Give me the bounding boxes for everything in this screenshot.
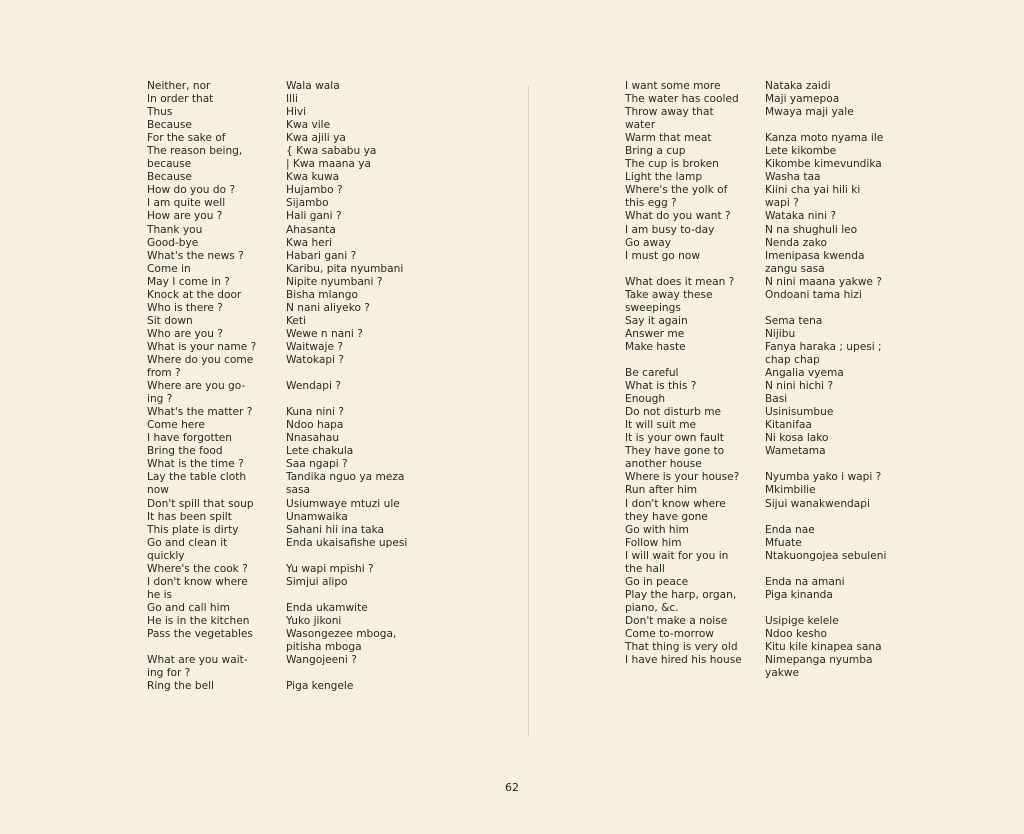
phrase-row xyxy=(625,641,930,654)
swahili-phrase: Nyumba yako i wapi ? xyxy=(765,471,882,484)
swahili-phrase: Unamwaika xyxy=(286,510,348,523)
english-phrase: now xyxy=(147,484,169,497)
swahili-phrase: Enda ukamwite xyxy=(286,601,368,614)
phrase-row xyxy=(625,276,930,289)
swahili-phrase: { Kwa sababu ya xyxy=(286,145,377,158)
english-phrase: This plate is dirty xyxy=(147,523,239,536)
phrase-row xyxy=(625,93,930,106)
swahili-phrase: N nini hichi ? xyxy=(765,380,834,393)
swahili-phrase: Sijui wanakwendapi xyxy=(765,497,870,510)
swahili-phrase: Wasongezee mboga, xyxy=(286,627,397,640)
phrase-row xyxy=(625,445,930,458)
english-phrase: Go in peace xyxy=(625,575,689,588)
swahili-phrase: Hali gani ? xyxy=(286,210,342,223)
phrase-row xyxy=(147,276,447,289)
phrase-row xyxy=(625,419,930,432)
english-phrase: Run after him xyxy=(625,484,698,497)
swahili-phrase: N nani aliyeko ? xyxy=(286,301,370,314)
english-phrase: he is xyxy=(147,588,173,601)
swahili-phrase: Nipite nyumbani ? xyxy=(286,275,383,288)
phrase-row xyxy=(147,524,447,537)
english-phrase: Bring the food xyxy=(147,445,223,458)
phrase-row xyxy=(625,615,930,628)
swahili-phrase: Kwa heri xyxy=(286,236,333,249)
english-phrase: Where is your house? xyxy=(625,471,740,484)
phrase-row xyxy=(625,80,930,93)
phrase-row xyxy=(147,106,447,119)
english-phrase: The reason being, xyxy=(147,145,243,158)
phrase-row xyxy=(625,250,930,263)
phrase-row xyxy=(625,589,930,602)
swahili-phrase: Kitanifaa xyxy=(765,419,812,432)
english-phrase: The cup is broken xyxy=(625,158,719,171)
english-phrase: Where do you come xyxy=(147,353,254,366)
swahili-phrase: Angalia vyema xyxy=(765,367,844,380)
phrase-row xyxy=(147,537,447,550)
english-phrase: I am quite well xyxy=(147,197,226,210)
swahili-phrase: Enda ukaisafishe upesi xyxy=(286,536,408,549)
phrase-row xyxy=(147,224,447,237)
phrase-row xyxy=(147,315,447,328)
swahili-phrase: Wendapi ? xyxy=(286,380,341,393)
swahili-phrase: Nijibu xyxy=(765,327,796,340)
english-phrase: Thus xyxy=(147,106,173,119)
phrase-row xyxy=(147,367,447,380)
phrase-row xyxy=(625,302,930,315)
phrase-row xyxy=(147,197,447,210)
swahili-phrase: Washa taa xyxy=(765,171,821,184)
swahili-phrase: pitisha mboga xyxy=(286,641,362,654)
phrase-row xyxy=(147,158,447,171)
phrase-row xyxy=(625,654,930,667)
phrase-row xyxy=(625,158,930,171)
english-phrase: Thank you xyxy=(147,223,203,236)
left-phrase-column xyxy=(147,80,447,693)
swahili-phrase: Enda na amani xyxy=(765,575,845,588)
english-phrase: Warm that meat xyxy=(625,132,712,145)
phrase-row xyxy=(625,380,930,393)
english-phrase: Throw away that xyxy=(625,106,714,119)
phrase-row xyxy=(147,498,447,511)
swahili-phrase: Karibu, pita nyumbani xyxy=(286,262,404,275)
swahili-phrase: Kikombe kimevundika xyxy=(765,158,882,171)
swahili-phrase: Ntakuongojea sebuleni xyxy=(765,549,887,562)
swahili-phrase: Watokapi ? xyxy=(286,353,345,366)
phrase-row xyxy=(625,537,930,550)
english-phrase: How are you ? xyxy=(147,210,223,223)
swahili-phrase: zangu sasa xyxy=(765,262,825,275)
english-phrase: from ? xyxy=(147,367,181,380)
swahili-phrase: Bisha mlango xyxy=(286,288,358,301)
phrase-row xyxy=(625,406,930,419)
english-phrase: Where's the cook ? xyxy=(147,562,248,575)
phrase-row xyxy=(147,93,447,106)
swahili-phrase: Wataka nini ? xyxy=(765,210,837,223)
english-phrase: How do you do ? xyxy=(147,184,236,197)
swahili-phrase: Fanya haraka ; upesi ; xyxy=(765,340,882,353)
phrase-row xyxy=(147,171,447,184)
phrase-row xyxy=(147,263,447,276)
phrase-row xyxy=(147,354,447,367)
swahili-phrase: Nataka zaidi xyxy=(765,80,831,92)
phrase-row xyxy=(625,119,930,132)
swahili-phrase: Kiini cha yai hili ki xyxy=(765,184,861,197)
english-phrase: Don't spill that soup xyxy=(147,497,254,510)
english-phrase: Go away xyxy=(625,236,671,249)
phrase-row xyxy=(625,576,930,589)
english-phrase: they have gone xyxy=(625,510,708,523)
swahili-phrase: Piga kengele xyxy=(286,680,354,693)
phrase-row xyxy=(625,393,930,406)
swahili-phrase: Maji yamepoa xyxy=(765,93,840,106)
phrase-row xyxy=(147,511,447,524)
english-phrase: I don't know where xyxy=(147,575,248,588)
phrase-row xyxy=(147,654,447,667)
english-phrase: What does it mean ? xyxy=(625,275,735,288)
english-phrase: Don't make a noise xyxy=(625,614,728,627)
phrase-row xyxy=(625,628,930,641)
swahili-phrase: Basi xyxy=(765,393,788,406)
english-phrase: Follow him xyxy=(625,536,682,549)
swahili-phrase: Ndoo hapa xyxy=(286,419,344,432)
swahili-phrase: Kuna nini ? xyxy=(286,406,345,419)
swahili-phrase: Nimepanga nyumba xyxy=(765,654,873,667)
page-gutter-line xyxy=(528,86,529,736)
english-phrase: That thing is very old xyxy=(625,641,738,654)
phrase-row xyxy=(147,628,447,641)
english-phrase: I have forgotten xyxy=(147,432,232,445)
swahili-phrase: Lete chakula xyxy=(286,445,354,458)
phrase-row xyxy=(625,458,930,471)
phrase-row xyxy=(625,289,930,302)
swahili-phrase: Kwa ajili ya xyxy=(286,132,346,145)
english-phrase: Play the harp, organ, xyxy=(625,588,737,601)
phrase-row xyxy=(625,550,930,563)
english-phrase: this egg ? xyxy=(625,197,677,210)
english-phrase: It has been spilt xyxy=(147,510,232,523)
english-phrase: What's the matter ? xyxy=(147,406,253,419)
english-phrase: The water has cooled xyxy=(625,93,739,106)
phrase-row xyxy=(147,615,447,628)
english-phrase: I have hired his house xyxy=(625,654,742,667)
swahili-phrase: chap chap xyxy=(765,353,820,366)
swahili-phrase: Wangojeeni ? xyxy=(286,654,357,667)
phrase-row xyxy=(625,563,930,576)
english-phrase: Do not disturb me xyxy=(625,406,722,419)
english-phrase: the hall xyxy=(625,562,665,575)
phrase-row xyxy=(147,210,447,223)
phrase-row xyxy=(625,511,930,524)
phrase-row xyxy=(147,576,447,589)
phrase-row xyxy=(625,171,930,184)
english-phrase: Go and call him xyxy=(147,601,230,614)
phrase-row xyxy=(147,145,447,158)
english-phrase: I must go now xyxy=(625,249,700,262)
phrase-row xyxy=(625,184,930,197)
english-phrase: ing for ? xyxy=(147,667,191,680)
english-phrase: Where are you go- xyxy=(147,380,246,393)
english-phrase: Go and clean it xyxy=(147,536,228,549)
phrase-row xyxy=(625,341,930,354)
phrase-row xyxy=(625,498,930,511)
english-phrase: I don't know where xyxy=(625,497,726,510)
phrase-row xyxy=(625,328,930,341)
phrase-row xyxy=(147,563,447,576)
english-phrase: Take away these xyxy=(625,288,713,301)
english-phrase: May I come in ? xyxy=(147,275,230,288)
phrase-row xyxy=(625,210,930,223)
phrase-row xyxy=(625,367,930,380)
swahili-phrase: Waitwaje ? xyxy=(286,340,343,353)
swahili-phrase: Mkimbilie xyxy=(765,484,816,497)
english-phrase: It is your own fault xyxy=(625,432,724,445)
english-phrase: sweepings xyxy=(625,301,681,314)
phrase-row xyxy=(147,289,447,302)
english-phrase: He is in the kitchen xyxy=(147,614,250,627)
phrase-row xyxy=(147,237,447,250)
swahili-phrase: Simjui alipo xyxy=(286,575,348,588)
swahili-phrase: Hivi xyxy=(286,106,307,119)
phrase-row xyxy=(625,237,930,250)
phrase-row xyxy=(147,380,447,393)
phrase-row xyxy=(625,484,930,497)
english-phrase: because xyxy=(147,158,192,171)
english-phrase: What is your name ? xyxy=(147,340,257,353)
swahili-phrase: Ndoo kesho xyxy=(765,627,827,640)
page-number: 62 xyxy=(505,781,519,794)
phrase-row xyxy=(625,145,930,158)
english-phrase: Enough xyxy=(625,393,666,406)
swahili-phrase: Ahasanta xyxy=(286,223,336,236)
english-phrase: I will wait for you in xyxy=(625,549,729,562)
phrase-row xyxy=(147,667,447,680)
swahili-phrase: Usiumwaye mtuzi ule xyxy=(286,497,400,510)
swahili-phrase: Wametama xyxy=(765,445,826,458)
phrase-row xyxy=(147,328,447,341)
english-phrase: Where's the yolk of xyxy=(625,184,728,197)
phrase-row xyxy=(625,132,930,145)
phrase-row xyxy=(625,432,930,445)
swahili-phrase: Mwaya maji yale xyxy=(765,106,854,119)
phrase-row xyxy=(625,471,930,484)
english-phrase: Ring the bell xyxy=(147,680,214,693)
phrase-row xyxy=(625,602,930,615)
phrase-row xyxy=(147,602,447,615)
phrase-row xyxy=(147,432,447,445)
swahili-phrase: Lete kikombe xyxy=(765,145,837,158)
english-phrase: Pass the vegetables xyxy=(147,627,253,640)
phrase-row xyxy=(147,589,447,602)
english-phrase: water xyxy=(625,119,656,132)
swahili-phrase: Imenipasa kwenda xyxy=(765,249,865,262)
english-phrase: Say it again xyxy=(625,314,688,327)
swahili-phrase: Enda nae xyxy=(765,523,815,536)
swahili-phrase: Wala wala xyxy=(286,80,340,92)
swahili-phrase: Yu wapi mpishi ? xyxy=(286,562,374,575)
english-phrase: Come here xyxy=(147,419,205,432)
english-phrase: Light the lamp xyxy=(625,171,703,184)
swahili-phrase: Tandika nguo ya meza xyxy=(286,471,405,484)
english-phrase: quickly xyxy=(147,549,185,562)
english-phrase: Come in xyxy=(147,262,191,275)
swahili-phrase: Mfuate xyxy=(765,536,802,549)
english-phrase: I am busy to-day xyxy=(625,223,715,236)
phrase-row xyxy=(147,184,447,197)
english-phrase: For the sake of xyxy=(147,132,226,145)
english-phrase: Sit down xyxy=(147,314,193,327)
swahili-phrase: Piga kinanda xyxy=(765,588,833,601)
english-phrase: ing ? xyxy=(147,393,173,406)
phrase-row xyxy=(147,393,447,406)
english-phrase: I want some more xyxy=(625,80,721,92)
swahili-phrase: Keti xyxy=(286,314,307,327)
english-phrase: They have gone to xyxy=(625,445,725,458)
swahili-phrase: Usipige kelele xyxy=(765,614,839,627)
english-phrase: Who is there ? xyxy=(147,301,223,314)
english-phrase: Go with him xyxy=(625,523,689,536)
swahili-phrase: sasa xyxy=(286,484,311,497)
english-phrase: Neither, nor xyxy=(147,80,211,92)
swahili-phrase: Hujambo ? xyxy=(286,184,343,197)
swahili-phrase: N na shughuli leo xyxy=(765,223,858,236)
swahili-phrase: | Kwa maana ya xyxy=(286,158,372,171)
english-phrase: Be careful xyxy=(625,367,679,380)
swahili-phrase: Kitu kile kinapea sana xyxy=(765,641,882,654)
phrase-row xyxy=(147,458,447,471)
phrase-row xyxy=(147,484,447,497)
phrase-row xyxy=(147,119,447,132)
english-phrase: Make haste xyxy=(625,340,686,353)
swahili-phrase: Wewe n nani ? xyxy=(286,327,363,340)
swahili-phrase: Yuko jikoni xyxy=(286,614,342,627)
english-phrase: Because xyxy=(147,171,192,184)
swahili-phrase: Sahani hii ina taka xyxy=(286,523,385,536)
phrase-row xyxy=(625,224,930,237)
phrase-row xyxy=(625,667,930,680)
swahili-phrase: Ondoani tama hizi xyxy=(765,288,862,301)
phrase-row xyxy=(147,641,447,654)
english-phrase: Answer me xyxy=(625,327,685,340)
phrase-row xyxy=(147,132,447,145)
swahili-phrase: Saa ngapi ? xyxy=(286,458,348,471)
swahili-phrase: Habari gani ? xyxy=(286,249,357,262)
phrase-row xyxy=(625,263,930,276)
phrase-row xyxy=(147,550,447,563)
swahili-phrase: Kwa vile xyxy=(286,119,331,132)
english-phrase: What do you want ? xyxy=(625,210,731,223)
english-phrase: It will suit me xyxy=(625,419,697,432)
phrase-row xyxy=(147,80,447,93)
english-phrase: Lay the table cloth xyxy=(147,471,247,484)
english-phrase: another house xyxy=(625,458,702,471)
phrase-row xyxy=(147,680,447,693)
english-phrase: Who are you ? xyxy=(147,327,223,340)
swahili-phrase: Nenda zako xyxy=(765,236,828,249)
phrase-row xyxy=(625,197,930,210)
swahili-phrase: Sijambo xyxy=(286,197,329,210)
english-phrase: Knock at the door xyxy=(147,288,242,301)
phrase-row xyxy=(625,106,930,119)
swahili-phrase: Nnasahau xyxy=(286,432,340,445)
swahili-phrase: wapi ? xyxy=(765,197,799,210)
english-phrase: What is this ? xyxy=(625,380,697,393)
phrase-row xyxy=(147,445,447,458)
english-phrase: Bring a cup xyxy=(625,145,686,158)
swahili-phrase: Illi xyxy=(286,93,298,106)
phrase-row xyxy=(625,315,930,328)
english-phrase: piano, &c. xyxy=(625,601,679,614)
swahili-phrase: Ni kosa lako xyxy=(765,432,829,445)
phrase-row xyxy=(147,471,447,484)
english-phrase: What are you wait- xyxy=(147,654,248,667)
phrase-row xyxy=(147,302,447,315)
phrase-row xyxy=(625,524,930,537)
swahili-phrase: Sema tena xyxy=(765,314,823,327)
phrase-row xyxy=(625,354,930,367)
english-phrase: Come to-morrow xyxy=(625,627,714,640)
swahili-phrase: Kwa kuwa xyxy=(286,171,340,184)
english-phrase: What is the time ? xyxy=(147,458,244,471)
english-phrase: Because xyxy=(147,119,192,132)
phrase-row xyxy=(147,406,447,419)
swahili-phrase: Usinisumbue xyxy=(765,406,834,419)
english-phrase: What's the news ? xyxy=(147,249,244,262)
english-phrase: In order that xyxy=(147,93,214,106)
swahili-phrase: N nini maana yakwe ? xyxy=(765,275,882,288)
phrase-row xyxy=(147,419,447,432)
right-phrase-column xyxy=(625,80,930,680)
swahili-phrase: yakwe xyxy=(765,667,800,680)
phrase-row xyxy=(147,341,447,354)
swahili-phrase: Kanza moto nyama ile xyxy=(765,132,884,145)
phrase-row xyxy=(147,250,447,263)
english-phrase: Good-bye xyxy=(147,236,199,249)
